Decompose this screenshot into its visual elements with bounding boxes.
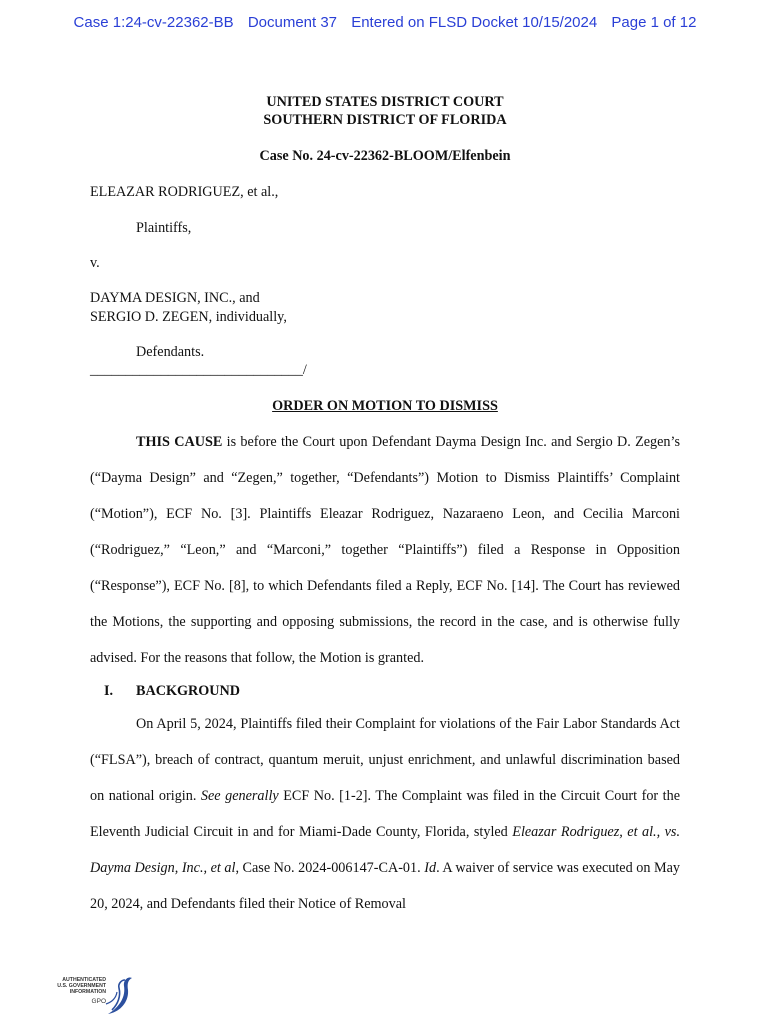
logo-line-3: INFORMATION xyxy=(69,989,106,995)
caption-rule: ______________________________/ xyxy=(90,362,307,378)
background-id-cite: Id xyxy=(424,860,437,876)
background-paragraph xyxy=(90,706,680,922)
docket-header xyxy=(0,14,770,31)
section-number: I. xyxy=(104,683,114,699)
header-page-count: Page 1 of 12 xyxy=(611,14,697,31)
versus-label: v. xyxy=(90,255,100,271)
intro-paragraph xyxy=(90,424,680,676)
court-name: UNITED STATES DISTRICT COURT xyxy=(266,94,504,110)
court-district: SOUTHERN DISTRICT OF FLORIDA xyxy=(263,112,507,128)
header-entered-date: Entered on FLSD Docket 10/15/2024 xyxy=(351,14,598,31)
header-case-number: Case 1:24-cv-22362-BB xyxy=(73,14,234,31)
header-document-number: Document 37 xyxy=(247,14,338,31)
eagle-emblem-icon xyxy=(104,974,134,1018)
defendant-role: Defendants. xyxy=(136,344,205,360)
gpo-authentication-logo xyxy=(44,974,134,1018)
defendant-name-1: DAYMA DESIGN, INC., and xyxy=(90,290,260,306)
background-text-2: ECF No. [1-2]. The Complaint was filed in the Circuit Court for the Eleventh Judicial Circuit in and for Miami-Dade County, Florida, styled xyxy=(90,788,681,840)
logo-gpo-label: GPO xyxy=(91,998,106,1005)
background-italic-1: See generally xyxy=(200,788,279,804)
section-heading: BACKGROUND xyxy=(136,683,241,699)
logo-line-1: AUTHENTICATED xyxy=(62,977,106,983)
logo-line-2: U.S. GOVERNMENT xyxy=(57,983,106,989)
defendant-name-2: SERGIO D. ZEGEN, individually, xyxy=(90,309,287,325)
intro-lead: THIS CAUSE xyxy=(136,434,223,450)
intro-text: is before the Court upon Defendant Dayma Design Inc. and Sergio D. Zegen’s (“Dayma Design” and “Zegen,” together, “Defendants”) Motion to Dismiss Plaintiffs’ Complaint (“Motion”), ECF No. [3]. Plaintiffs Eleazar Rodriguez, Nazaraeno Leon, and Cecilia Marconi (“Rodriguez,” “Leon,” and “Marconi,” together “Plaintiffs”) filed a Response in Opposition (“Response”), ECF No. [8], to which Defendants filed a Reply, ECF No. [14]. The Court has reviewed the Motions, the supporting and opposing submissions, the record in the case, and is otherwise fully advised. For the reasons that follow, the Motion is granted. xyxy=(90,434,680,666)
case-number: Case No. 24-cv-22362-BLOOM/Elfenbein xyxy=(259,148,511,164)
order-title: ORDER ON MOTION TO DISMISS xyxy=(272,398,498,414)
plaintiff-name: ELEAZAR RODRIGUEZ, et al., xyxy=(90,184,279,200)
background-text-1: On April 5, 2024, Plaintiffs filed their Complaint for violations of the Fair Labor Standards Act (“FLSA”), breach of contract, quantum meruit, unjust enrichment, and unlawful discrimination based on national origin. xyxy=(90,716,680,804)
background-text-3: , Case No. 2024-006147-CA-01. xyxy=(235,860,425,876)
background-text-4: . A waiver of service was executed on May 20, 2024, and Defendants filed their Notice of Removal xyxy=(90,860,680,912)
plaintiff-role: Plaintiffs, xyxy=(136,220,192,236)
background-case-style: Eleazar Rodriguez, et al., vs. Dayma Design, Inc., et al xyxy=(90,824,680,876)
